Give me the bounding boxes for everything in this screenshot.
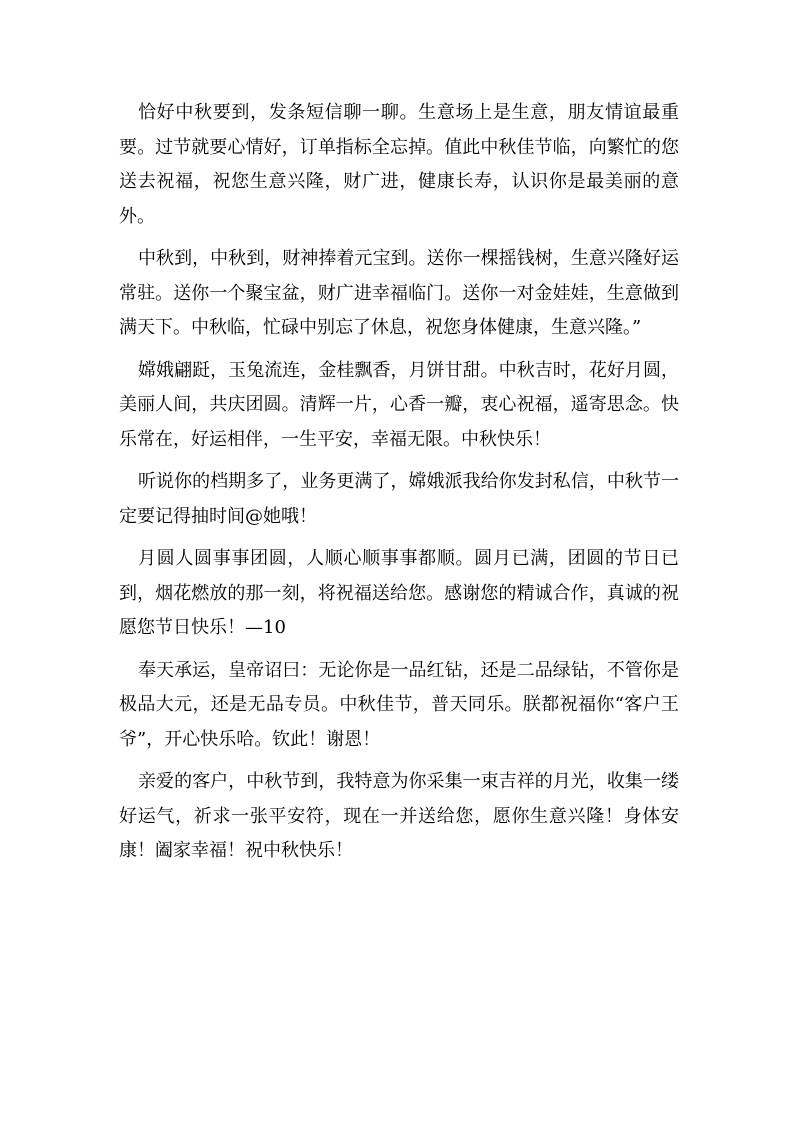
paragraph-4: 听说你的档期多了，业务更满了，嫦娥派我给你发封私信，中秋节一定要记得抽时间@她哦！ [119, 471, 679, 527]
paragraph-2: 中秋到，中秋到，财神捧着元宝到。送你一棵摇钱树，生意兴隆好运常驻。送你一个聚宝盆，财广进幸福临门。送你一对金娃娃，生意做到满天下。中秋临，忙碌中别忘了休息，祝您身体健康，生意兴隆。” [119, 248, 679, 338]
paragraph-1: 恰好中秋要到，发条短信聊一聊。生意场上是生意，朋友情谊最重要。过节就要心情好，订单指标全忘掉。值此中秋佳节临，向繁忙的您送去祝福，祝您生意兴隆，财广进，健康长寿，认识你是最美丽的意外。 [119, 102, 679, 227]
paragraph-5: 月圆人圆事事团圆，人顺心顺事事都顺。圆月已满，团圆的节日已到，烟花燃放的那一刻，将祝福送给您。感谢您的精诚合作，真诚的祝愿您节日快乐！—10 [119, 548, 679, 638]
paragraph-6: 奉天承运，皇帝诏曰：无论你是一品红钻，还是二品绿钻，不管你是极品大元，还是无品专员。中秋佳节，普天同乐。朕都祝福你“客户王爷”，开心快乐哈。钦此！谢恩！ [119, 659, 679, 750]
paragraph-3: 嫦娥翩跹，玉兔流连，金桂飘香，月饼甘甜。中秋吉时，花好月圆，美丽人间，共庆团圆。清辉一片，心香一瓣，衷心祝福，遥寄思念。快乐常在，好运相伴，一生平安，幸福无限。中秋快乐！ [119, 359, 679, 450]
paragraph-7: 亲爱的客户，中秋节到，我特意为你采集一束吉祥的月光，收集一缕好运气，祈求一张平安符，现在一并送给您，愿你生意兴隆！身体安康！阖家幸福！祝中秋快乐！ [119, 771, 679, 861]
document-body [119, 96, 679, 877]
